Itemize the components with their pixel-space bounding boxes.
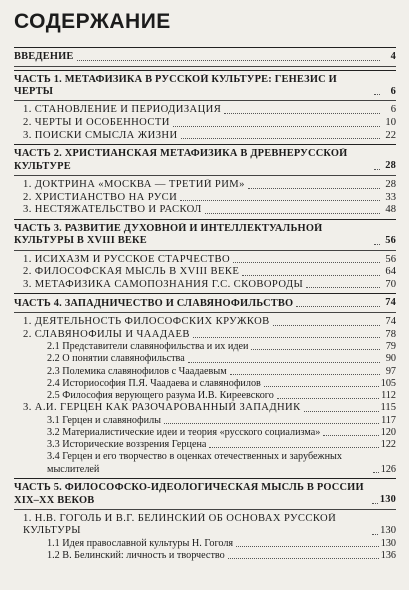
entry-title: 3. ПОИСКИ СМЫСЛА ЖИЗНИ xyxy=(23,129,178,141)
dot-leader xyxy=(251,349,380,350)
toc-chapter-entry xyxy=(14,329,396,342)
dot-leader xyxy=(230,374,380,375)
page-number: 74 xyxy=(385,297,396,309)
dot-leader xyxy=(248,188,380,189)
entry-title: 3.3 Исторические воззрения Герцена xyxy=(47,439,207,451)
dot-leader xyxy=(233,262,380,263)
page-number: 28 xyxy=(385,160,396,172)
dot-leader xyxy=(264,386,379,387)
dot-leader xyxy=(304,411,379,412)
dot-leader xyxy=(205,213,380,214)
entry-title: 3.1 Герцен и славянофилы xyxy=(47,414,161,426)
page-number: 120 xyxy=(380,426,396,438)
dot-leader xyxy=(296,306,380,307)
dot-leader xyxy=(374,169,380,170)
toc-subsection-entry xyxy=(14,538,396,550)
page-number: 136 xyxy=(380,550,396,562)
dot-leader xyxy=(224,113,380,114)
entry-title: 2. ЧЕРТЫ И ОСОБЕННОСТИ xyxy=(23,117,170,128)
dot-leader xyxy=(374,94,380,95)
toc-chapter-entry xyxy=(14,104,396,117)
dot-leader xyxy=(373,472,379,473)
page-number: 64 xyxy=(385,266,396,278)
page-number: 112 xyxy=(381,389,396,401)
entry-title: 3. НЕСТЯЖАТЕЛЬСТВО И РАСКОЛ xyxy=(23,204,202,216)
divider-rule xyxy=(14,47,396,48)
toc-part-entry xyxy=(14,74,396,99)
entry-title: ЧАСТЬ 3. РАЗВИТИЕ ДУХОВНОЙ И ИНТЕЛЛЕКТУАЛЬНОЙ КУЛЬТУРЫ В XVIII ВЕКЕ xyxy=(14,222,323,247)
toc-chapter-entry xyxy=(14,266,396,279)
dot-leader xyxy=(188,362,380,363)
toc-chapter-entry xyxy=(14,316,396,329)
divider-rule xyxy=(14,100,396,101)
toc-part-entry xyxy=(14,223,396,248)
entry-title: 1. ИСИХАЗМ И РУССКОЕ СТАРЧЕСТВО xyxy=(23,253,231,265)
page-number: 56 xyxy=(385,253,396,265)
dot-leader xyxy=(77,60,380,61)
entry-title: 2. СЛАВЯНОФИЛЫ И ЧААДАЕВ xyxy=(23,328,190,340)
page-number: 130 xyxy=(379,494,396,506)
entry-title: ЧАСТЬ 4. ЗАПАДНИЧЕСТВО И СЛАВЯНОФИЛЬСТВО xyxy=(14,297,294,309)
toc-part-entry xyxy=(14,297,396,310)
dot-leader xyxy=(372,534,378,535)
dot-leader xyxy=(193,337,380,338)
toc-chapter-entry xyxy=(14,254,396,267)
toc-subsection-entry xyxy=(14,550,396,562)
toc-chapter-entry xyxy=(14,192,396,205)
toc-chapter-entry xyxy=(14,117,396,130)
page-number: 90 xyxy=(385,353,396,365)
page-number: 105 xyxy=(380,377,396,389)
page-number: 79 xyxy=(385,341,396,353)
entry-title: 3.4 Герцен и его творчество в оценках отечественных и зарубежных мыслителей xyxy=(47,451,342,475)
page-number: 74 xyxy=(385,315,396,327)
entry-title: 3.2 Материалистические идеи и теория «русского социализма» xyxy=(47,426,321,438)
page-number: 56 xyxy=(385,235,396,246)
dot-leader xyxy=(228,558,379,559)
toc-subsection-entry xyxy=(14,451,396,476)
page-number: 4 xyxy=(390,51,396,62)
toc-subsection-entry xyxy=(14,390,396,402)
entry-title: 1. СТАНОВЛЕНИЕ И ПЕРИОДИЗАЦИЯ xyxy=(23,104,222,116)
dot-leader xyxy=(323,435,378,436)
divider-rule xyxy=(14,293,396,294)
page-number: 10 xyxy=(385,117,396,128)
page-number: 97 xyxy=(385,365,396,377)
dot-leader xyxy=(164,423,379,424)
toc-subsection-entry xyxy=(14,378,396,390)
divider-rule xyxy=(14,478,396,479)
entry-title: 3. МЕТАФИЗИКА САМОПОЗНАНИЯ Г.С. СКОВОРОДЫ xyxy=(23,278,304,290)
page-number: 48 xyxy=(385,204,396,216)
page-number: 33 xyxy=(385,191,396,203)
toc-subsection-entry xyxy=(14,439,396,451)
entry-title: 1. ДЕЯТЕЛЬНОСТЬ ФИЛОСОФСКИХ КРУЖКОВ xyxy=(23,315,270,327)
dot-leader xyxy=(372,503,378,504)
entry-title: 1.2 В. Белинский: личность и творчество xyxy=(47,550,225,562)
entry-title: ЧАСТЬ 1. МЕТАФИЗИКА В РУССКОЙ КУЛЬТУРЕ: ГЕНЕЗИС И ЧЕРТЫ xyxy=(14,73,337,97)
entry-title: 1. Н.В. ГОГОЛЬ И В.Г. БЕЛИНСКИЙ ОБ ОСНОВАХ РУССКОЙ КУЛЬТУРЫ xyxy=(23,513,337,537)
entry-title: 1. ДОКТРИНА «МОСКВА — ТРЕТИЙ РИМ» xyxy=(23,179,245,190)
toc-subsection-entry xyxy=(14,427,396,439)
entry-title: 2.5 Философия верующего разума И.В. Киреевского xyxy=(47,389,274,401)
entry-title: 2.3 Полемика славянофилов с Чаадаевым xyxy=(47,365,227,377)
dot-leader xyxy=(306,287,380,288)
dot-leader xyxy=(273,325,380,326)
dot-leader xyxy=(209,447,378,448)
toc-chapter-entry xyxy=(14,402,396,415)
page-number: 6 xyxy=(390,104,396,116)
entry-title: ЧАСТЬ 2. ХРИСТИАНСКАЯ МЕТАФИЗИКА В ДРЕВНЕРУССКОЙ КУЛЬТУРЕ xyxy=(14,148,348,172)
toc-subsection-entry xyxy=(14,415,396,427)
entry-title: 2.4 Историософия П.Я. Чаадаева и славянофилов xyxy=(47,377,261,389)
page-number: 22 xyxy=(385,129,396,141)
toc-chapter-entry xyxy=(14,130,396,143)
toc-chapter-entry xyxy=(14,513,396,538)
toc-chapter-entry xyxy=(14,279,396,292)
page-number: 70 xyxy=(385,278,396,290)
page-number: 130 xyxy=(380,537,396,549)
toc-subsection-entry xyxy=(14,353,396,365)
page-number: 28 xyxy=(385,179,396,190)
divider-rule xyxy=(14,66,396,67)
divider-rule xyxy=(14,250,396,251)
toc-subsection-entry xyxy=(14,341,396,353)
entry-title: ВВЕДЕНИЕ xyxy=(14,51,74,63)
toc-part-entry xyxy=(14,148,396,173)
dot-leader xyxy=(277,398,379,399)
page-number: 130 xyxy=(380,525,396,537)
dot-leader xyxy=(173,126,380,127)
toc-part-entry xyxy=(14,51,396,64)
dot-leader xyxy=(374,244,380,245)
toc-chapter-entry xyxy=(14,179,396,192)
page-number: 115 xyxy=(380,402,396,414)
divider-rule xyxy=(14,509,396,510)
toc-subsection-entry xyxy=(14,366,396,378)
entry-title: 3. А.И. ГЕРЦЕН КАК РАЗОЧАРОВАННЫЙ ЗАПАДНИК xyxy=(23,402,301,414)
entry-title: 2.1 Представители славянофильства и их идеи xyxy=(47,341,249,353)
dot-leader xyxy=(242,275,380,276)
entry-title: 2.2 О понятии славянофильства xyxy=(47,353,185,365)
entry-title: ЧАСТЬ 5. ФИЛОСОФСКО-ИДЕОЛОГИЧЕСКАЯ МЫСЛЬ В РОССИИ XIX–XX ВЕКОВ xyxy=(14,482,364,506)
divider-rule xyxy=(14,70,396,71)
page-number: 78 xyxy=(385,328,396,340)
toc-part-entry xyxy=(14,482,396,507)
divider-rule xyxy=(14,219,396,220)
entry-title: 2. ХРИСТИАНСТВО НА РУСИ xyxy=(23,191,178,203)
page-number: 6 xyxy=(390,85,396,97)
toc-chapter-entry xyxy=(14,204,396,217)
entry-title: 1.1 Идея православной культуры Н. Гоголя xyxy=(47,537,234,549)
page-number: 117 xyxy=(381,414,396,426)
dot-leader xyxy=(236,546,379,547)
dot-leader xyxy=(181,138,380,139)
divider-rule xyxy=(14,144,396,145)
page-number: 122 xyxy=(380,439,396,451)
dot-leader xyxy=(180,200,380,201)
table-of-contents xyxy=(14,47,396,562)
entry-title: 2. ФИЛОСОФСКАЯ МЫСЛЬ В XVIII ВЕКЕ xyxy=(23,266,240,278)
divider-rule xyxy=(14,312,396,313)
divider-rule xyxy=(14,175,396,176)
page-number: 126 xyxy=(380,463,396,475)
page-title: СОДЕРЖАНИЕ xyxy=(14,10,171,33)
